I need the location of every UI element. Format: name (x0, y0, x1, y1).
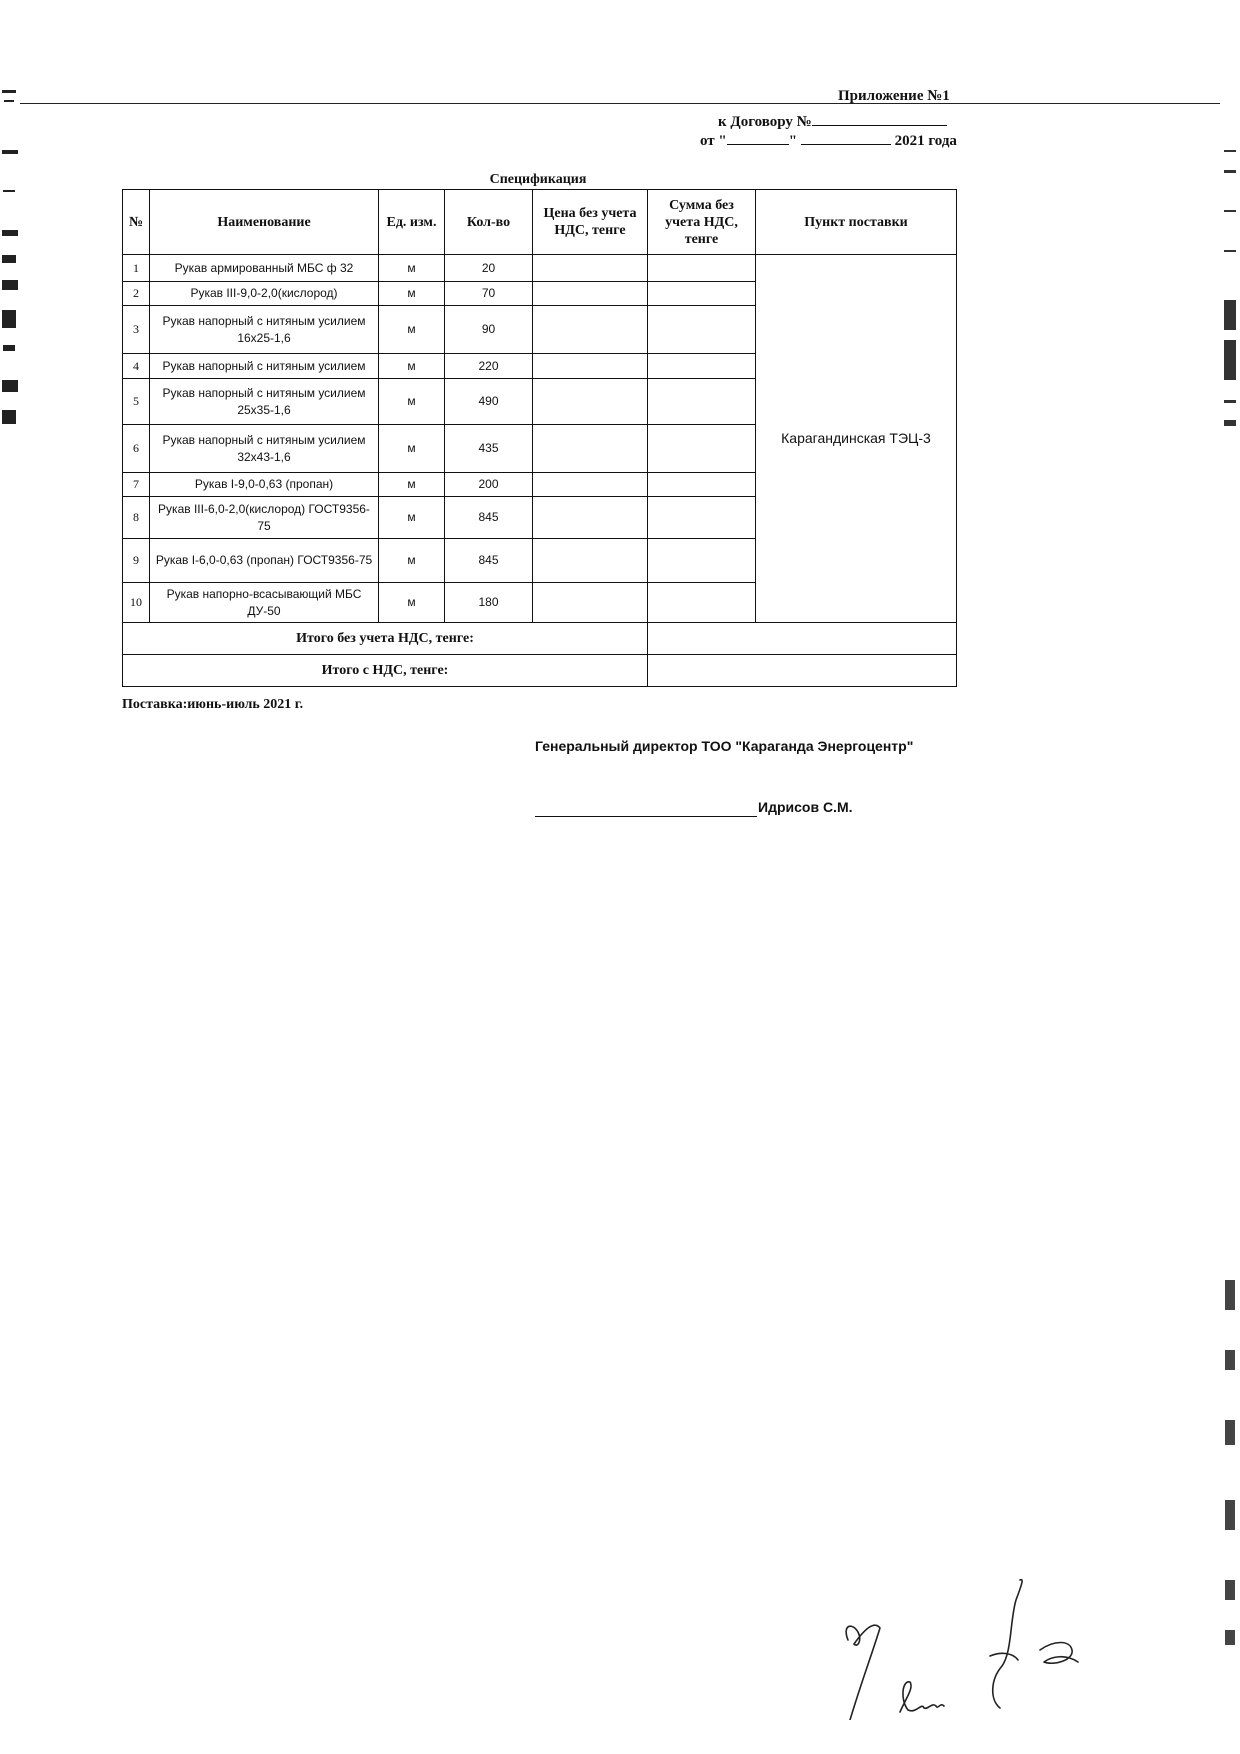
row-number: 2 (123, 282, 150, 306)
signature-line (535, 816, 757, 817)
scan-edge-marks-left (0, 80, 22, 450)
row-number: 3 (123, 306, 150, 354)
item-name: Рукав III-9,0-2,0(кислород) (150, 282, 379, 306)
item-sum (648, 539, 756, 583)
item-quantity: 490 (445, 379, 533, 425)
item-unit: м (379, 255, 445, 282)
item-name: Рукав напорный с нитяным усилием 16х25-1,6 (150, 306, 379, 354)
director-title: Генеральный директор ТОО "Караганда Энергоцентр" (535, 738, 914, 754)
item-sum (648, 583, 756, 623)
row-number: 4 (123, 354, 150, 379)
item-sum (648, 497, 756, 539)
date-mid: " (788, 133, 798, 149)
item-unit: м (379, 379, 445, 425)
item-name: Рукав напорный с нитяным усилием 25х35-1,6 (150, 379, 379, 425)
item-name: Рукав армированный МБС ф 32 (150, 255, 379, 282)
delivery-point: Карагандинская ТЭЦ-3 (756, 255, 957, 623)
row-number: 10 (123, 583, 150, 623)
item-name: Рукав III-6,0-2,0(кислород) ГОСТ9356-75 (150, 497, 379, 539)
item-quantity: 20 (445, 255, 533, 282)
scan-edge-marks-right (1220, 150, 1240, 450)
item-name: Рукав I-6,0-0,63 (пропан) ГОСТ9356-75 (150, 539, 379, 583)
item-price (533, 497, 648, 539)
row-number: 9 (123, 539, 150, 583)
col-header-delivery-point: Пункт поставки (756, 190, 957, 255)
col-header-number: № (123, 190, 150, 255)
item-price (533, 306, 648, 354)
total-no-vat-row (123, 623, 957, 655)
delivery-note: Поставка:июнь-июль 2021 г. (122, 697, 304, 712)
item-unit: м (379, 282, 445, 306)
item-quantity: 90 (445, 306, 533, 354)
item-price (533, 354, 648, 379)
item-price (533, 583, 648, 623)
date-suffix: 2021 года (894, 133, 957, 149)
table-header-row (123, 190, 957, 255)
item-unit: м (379, 539, 445, 583)
item-name: Рукав напорно-всасывающий МБС ДУ-50 (150, 583, 379, 623)
item-quantity: 435 (445, 425, 533, 473)
item-sum (648, 425, 756, 473)
row-number: 6 (123, 425, 150, 473)
item-sum (648, 282, 756, 306)
signatory-name: Идрисов С.М. (758, 799, 853, 815)
handwritten-signature (840, 1570, 1140, 1720)
header-rule (20, 103, 1220, 104)
total-with-vat-row (123, 655, 957, 687)
item-price (533, 282, 648, 306)
item-quantity: 200 (445, 473, 533, 497)
row-number: 1 (123, 255, 150, 282)
item-sum (648, 379, 756, 425)
item-price (533, 539, 648, 583)
contract-prefix: к Договору № (718, 114, 812, 130)
date-day-blank (727, 131, 789, 145)
total-no-vat-label: Итого без учета НДС, тенге: (123, 623, 648, 655)
item-quantity: 220 (445, 354, 533, 379)
row-number: 7 (123, 473, 150, 497)
item-price (533, 255, 648, 282)
col-header-name: Наименование (150, 190, 379, 255)
item-name: Рукав напорный с нитяным усилием 32х43-1,6 (150, 425, 379, 473)
item-quantity: 70 (445, 282, 533, 306)
scan-edge-marks-right-lower (1222, 1280, 1240, 1680)
col-header-unit: Ед. изм. (379, 190, 445, 255)
total-with-vat-value (648, 655, 957, 687)
contract-reference (718, 112, 947, 131)
contract-date (700, 131, 957, 150)
item-unit: м (379, 306, 445, 354)
total-with-vat-label: Итого с НДС, тенге: (123, 655, 648, 687)
total-no-vat-value (648, 623, 957, 655)
table-row (123, 255, 957, 282)
appendix-label: Приложение №1 (838, 88, 950, 104)
item-price (533, 379, 648, 425)
item-sum (648, 306, 756, 354)
item-sum (648, 255, 756, 282)
col-header-price: Цена без учета НДС, тенге (533, 190, 648, 255)
date-month-blank (801, 131, 891, 145)
item-sum (648, 354, 756, 379)
item-unit: м (379, 583, 445, 623)
col-header-sum: Сумма без учета НДС, тенге (648, 190, 756, 255)
item-price (533, 425, 648, 473)
item-unit: м (379, 354, 445, 379)
item-name: Рукав напорный с нитяным усилием (150, 354, 379, 379)
spec-title: Спецификация (489, 172, 587, 187)
item-unit: м (379, 473, 445, 497)
row-number: 8 (123, 497, 150, 539)
item-price (533, 473, 648, 497)
item-quantity: 180 (445, 583, 533, 623)
item-name: Рукав I-9,0-0,63 (пропан) (150, 473, 379, 497)
date-prefix: от " (700, 133, 727, 149)
item-unit: м (379, 497, 445, 539)
item-unit: м (379, 425, 445, 473)
item-quantity: 845 (445, 497, 533, 539)
contract-number-blank (812, 112, 947, 126)
item-sum (648, 473, 756, 497)
item-quantity: 845 (445, 539, 533, 583)
col-header-quantity: Кол-во (445, 190, 533, 255)
specification-table (122, 189, 957, 687)
row-number: 5 (123, 379, 150, 425)
